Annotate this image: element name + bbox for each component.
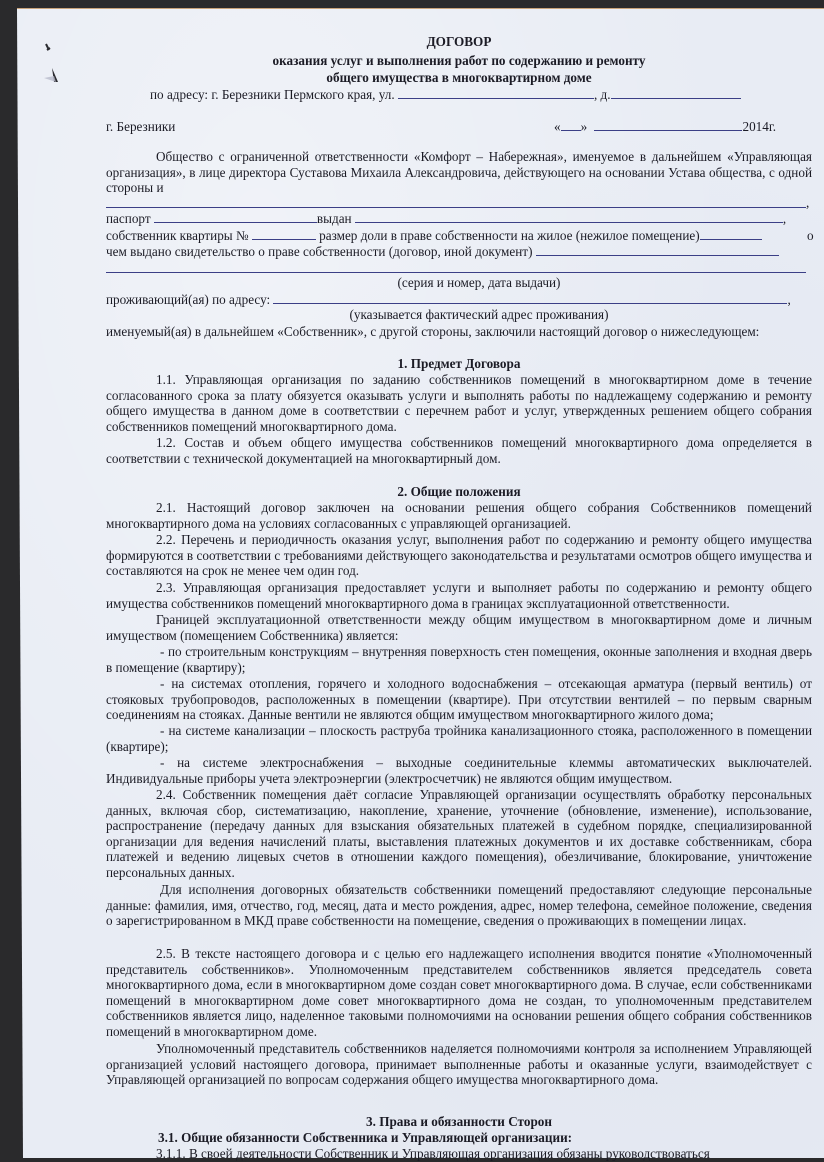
representative-powers-paragraph: Уполномоченный представитель собственников наделяется полномочиями контроля за исполнением Управляющей организацией условий настоящего договора, принимает выполненные работы и оказанные услуги, взаимодействует с Управляющей организацией по вопросам содержания общего имущества многоквартирного дома. <box>106 1041 812 1088</box>
address-prefix: по адресу: г. Березники Пермского края, ул. <box>150 87 395 102</box>
boundary-water-heating-item: - на системах отопления, горячего и холодного водоснабжения – отсекающая арматура (первый вентиль) от стояковых трубопроводов, расположенных в помещении (квартире). При отсутствии вентилей – по первым сварным соединениям на стояках. Данные вентили не являются общим имуществом многоквартирного жилого дома; <box>106 676 812 723</box>
house-number-blank-field[interactable] <box>611 97 741 99</box>
certificate-line <box>106 244 779 260</box>
boundary-sewerage-item: - на системе канализации – плоскость раструба тройника канализационного стояка, расположенного в помещении (квартире); <box>106 723 812 754</box>
ownership-share-label: размер доли в праве собственности на жилое (нежилое помещение) <box>319 228 700 243</box>
document-subtitle-line-1: оказания услуг и выполнения работ по содержанию и ремонту <box>272 53 646 68</box>
parties-closing: именуемый(ая) в дальнейшем «Собственник», с другой стороны, заключили настоящий договор о нижеследующем: <box>106 324 760 339</box>
apartment-line <box>106 228 762 244</box>
ownership-share-blank-field[interactable] <box>700 238 762 240</box>
owner-name-blank-field[interactable] <box>106 207 806 208</box>
passport-line: паспорт выдан , <box>106 211 787 226</box>
clause-2-3: 2.3. Управляющая организация предоставляет услуги и выполняет работы по содержанию и ремонту общего имущества собственников помещений многоквартирного дома в границах эксплуатационной ответственности. <box>106 580 812 611</box>
clause-2-4: 2.4. Собственник помещения даёт согласие Управляющей организации осуществлять обработку персональных данных, включая сбор, систематизацию, накопление, хранение, уточнение (обновление, изменение), использование, распространение (передачу данных для взыскания обязательных платежей в судебном порядке, специализированной организации для ведения начислений платы, выставления платежных документов и их доставке собственникам, сбора платежей и ведению лицевых счетов в отношении каждого помещения), обезличивание, блокирование, уничтожение персональных данных. <box>106 787 812 880</box>
responsibility-boundary-paragraph: Границей эксплуатационной ответственности между общим имуществом в многоквартирном доме и личным имуществом (помещением Собственника) является: <box>106 612 812 643</box>
residence-hint: (указывается фактический адрес проживания) <box>349 307 609 322</box>
contract-year: 2014г. <box>742 119 777 134</box>
issued-by-blank-field[interactable] <box>355 221 783 223</box>
house-label: , д. <box>593 87 611 102</box>
city-label: г. Березники <box>106 119 176 134</box>
owner-apartment-label: собственник квартиры № <box>106 228 249 243</box>
boundary-electricity-item: - на системе электроснабжения – выходные соединительные клеммы автоматических выключателей. Индивидуальные приборы учета электроэнергии (электросчетчик) не являются общим имуществом. <box>106 755 812 786</box>
residing-label: проживающий(ая) по адресу: <box>106 292 271 307</box>
section-3-1-subheading: 3.1. Общие обязанности Собственника и Управляющей организации: <box>158 1130 573 1145</box>
personal-data-paragraph: Для исполнения договорных обязательств собственники помещений предоставляют следующие персональные данные: фамилия, имя, отчество, год, месяц, дата и место рождения, адрес, номер телефона, семейное положение, сведения о зарегистрированном в МКД праве собственности на помещение, сведения о проживающих в помещении лицах. <box>106 882 812 929</box>
passport-blank-field[interactable] <box>154 221 317 223</box>
clause-1-1: 1.1. Управляющая организация по заданию собственников помещений в многоквартирном доме в течение согласованного срока за плату обязуется оказывать услуги и выполнять работы по надлежащему содержанию и ремонту общего имущества в данном доме в соответствии с перечнем работ и услуг, утвержденных решением общего собрания собственников помещений многоквартирного дома. <box>106 372 812 434</box>
boundary-structures-item: - по строительным конструкциям – внутренняя поверхность стен помещения, оконные заполнения и входная дверь в помещение (квартиру); <box>106 644 812 675</box>
clause-2-1: 2.1. Настоящий договор заключен на основании решения общего собрания Собственников помещений многоквартирного дома на условиях согласованных с управляющей организацией. <box>106 500 812 531</box>
staple-mark-icon <box>42 40 72 90</box>
series-hint: (серия и номер, дата выдачи) <box>397 275 561 290</box>
contract-date: « » 2014г. <box>554 119 777 134</box>
clause-2-2: 2.2. Перечень и периодичность оказания услуг, выполнения работ по содержанию и ремонту общего имущества формируются в соответствии с требованиями действующего законодательства и результатами осмотров общего имущества и составляются на срок не менее чем один год. <box>106 532 812 579</box>
residence-address-blank-field[interactable] <box>273 302 787 304</box>
date-day-blank-field[interactable] <box>561 129 581 131</box>
document-subtitle-line-2: общего имущества в многоквартирном доме <box>326 70 592 85</box>
section-3-heading: 3. Права и обязанности Сторон <box>366 1114 552 1129</box>
apartment-number-blank-field[interactable] <box>252 238 316 240</box>
residence-line: проживающий(ая) по адресу: , <box>106 292 791 307</box>
section-1-heading: 1. Предмет Договора <box>397 356 521 371</box>
issued-label: выдан <box>316 211 352 226</box>
clause-2-5: 2.5. В тексте настоящего договора и с целью его надлежащего исполнения вводится понятие «Уполномоченный представитель собственников». Уполномоченным представителем собственников является председатель совета многоквартирного дома, если в многоквартирном доме создан совет многоквартирного дома. В случае, если собственниками помещений в многоквартирном доме совет многоквартирного дома не создан, то уполномоченным представителем собственников является лицо, наделенное таковыми полномочиями на основании решения общего собрания собственников помещений в многоквартирном доме. <box>106 946 812 1039</box>
street-blank-field[interactable] <box>398 97 594 99</box>
certificate-blank-field[interactable] <box>536 254 779 256</box>
clause-3-1-1: 3.1.1. В своей деятельности Собственник и Управляющая организация обязаны руководствоваться <box>156 1146 710 1161</box>
certificate-details-blank-field[interactable] <box>106 272 806 273</box>
document-title: ДОГОВОР <box>426 34 492 49</box>
clause-1-2: 1.2. Состав и объем общего имущества собственников помещений многоквартирного дома определяется в соответствии с технической документацией на многоквартирный дом. <box>106 435 812 466</box>
passport-label: паспорт <box>106 211 151 226</box>
date-month-blank-field[interactable] <box>594 129 742 131</box>
parties-intro-paragraph: Общество с ограниченной ответственности «Комфорт – Набережная», именуемое в дальнейшем «Управляющая организация», в лице директора Суставова Михаила Александровича, действующего на основании Устава общества, с одной стороны и <box>106 149 812 196</box>
section-2-heading: 2. Общие положения <box>397 484 521 499</box>
address-line <box>150 87 741 103</box>
certificate-label: чем выдано свидетельство о праве собственности (договор, иной документ) <box>106 244 533 259</box>
